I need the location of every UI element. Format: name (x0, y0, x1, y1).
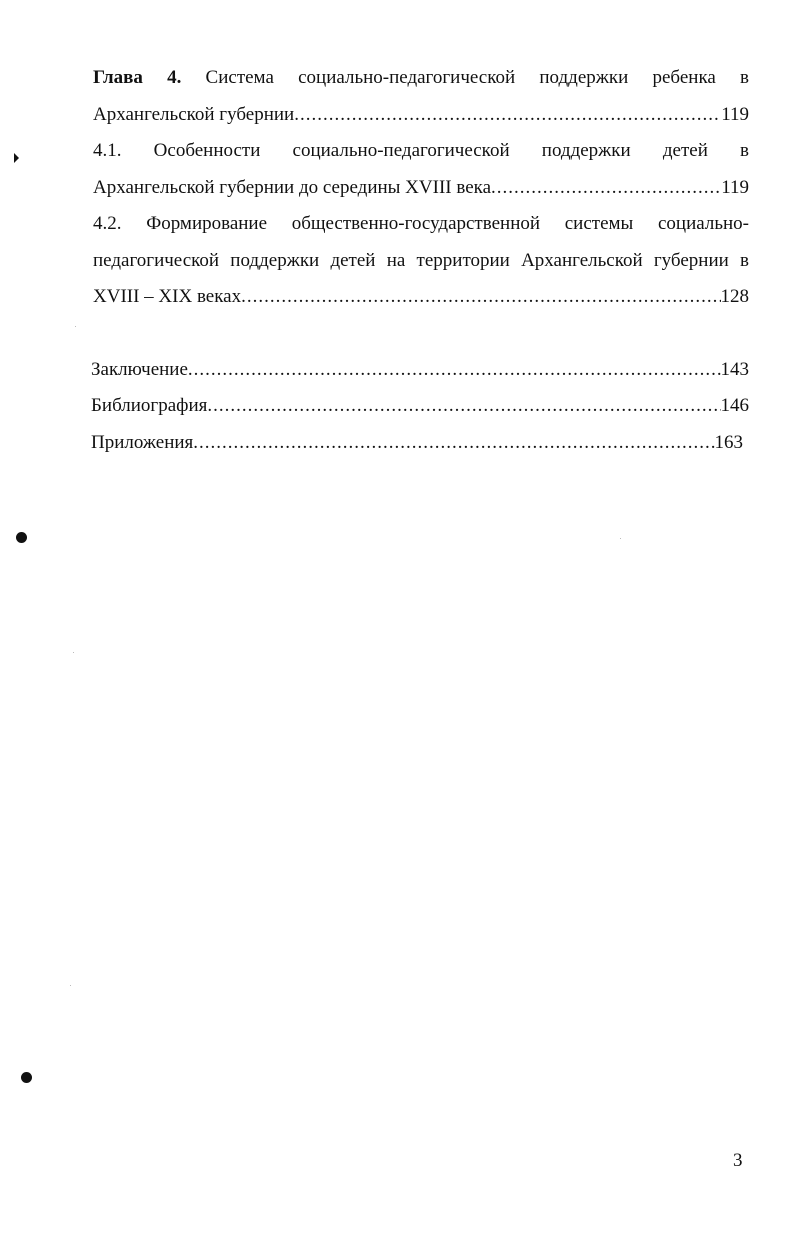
spacer (93, 316, 749, 352)
dot-leader (207, 388, 720, 425)
scan-speck (73, 652, 74, 653)
toc-entry-chapter-4-line-2[interactable] (93, 97, 749, 134)
page-ref: 163 (714, 431, 743, 453)
toc-entry-section-4-1-line-1: 4.1. Особенности социально-педагогической поддержки детей в (93, 140, 749, 161)
toc-entry-section-4-1-line-2[interactable] (93, 170, 749, 207)
toc-entry-bibliography[interactable] (91, 388, 749, 425)
chapter-title-part-2: Архангельской губернии (93, 103, 295, 125)
toc-entry-conclusion[interactable] (91, 352, 749, 389)
toc-entry-section-4-2-line-2: педагогической поддержки детей на территории Архангельской губернии в (93, 249, 749, 271)
entry-title: Заключение (91, 358, 188, 380)
dot-leader (294, 97, 721, 134)
dot-leader (188, 352, 721, 389)
scan-speck (75, 326, 76, 327)
page-ref: 143 (720, 358, 749, 380)
entry-title: Приложения (91, 431, 194, 453)
scan-mark-arrow (14, 153, 19, 163)
page-ref: 119 (721, 103, 749, 125)
scan-speck (70, 985, 71, 986)
dot-leader (491, 170, 721, 207)
page-ref: 146 (720, 395, 749, 416)
dot-leader (241, 279, 720, 316)
chapter-title-part-1: Система социально-педагогической поддержки ребенка в (205, 67, 749, 88)
section-title-part-2: Архангельской губернии до середины XVIII века (93, 176, 492, 198)
dot-leader (193, 425, 714, 462)
table-of-contents (93, 60, 749, 461)
section-title-part-3: XVIII – XIX веках (93, 286, 242, 307)
toc-entry-appendices[interactable] (91, 425, 743, 462)
page-ref: 128 (720, 286, 749, 307)
toc-entry-section-4-2-line-1: 4.2. Формирование общественно-государственной системы социально- (93, 213, 749, 234)
punch-hole-mark-top (16, 532, 27, 543)
toc-entry-chapter-4-line-1 (93, 60, 749, 97)
toc-entry-section-4-2-line-3[interactable] (93, 279, 749, 316)
scan-speck (620, 538, 621, 539)
page-ref: 119 (721, 176, 749, 198)
page-number: 3 (733, 1150, 743, 1171)
punch-hole-mark-bottom (21, 1072, 32, 1083)
chapter-label: Глава 4. (93, 67, 182, 88)
entry-title: Библиография (91, 395, 208, 416)
